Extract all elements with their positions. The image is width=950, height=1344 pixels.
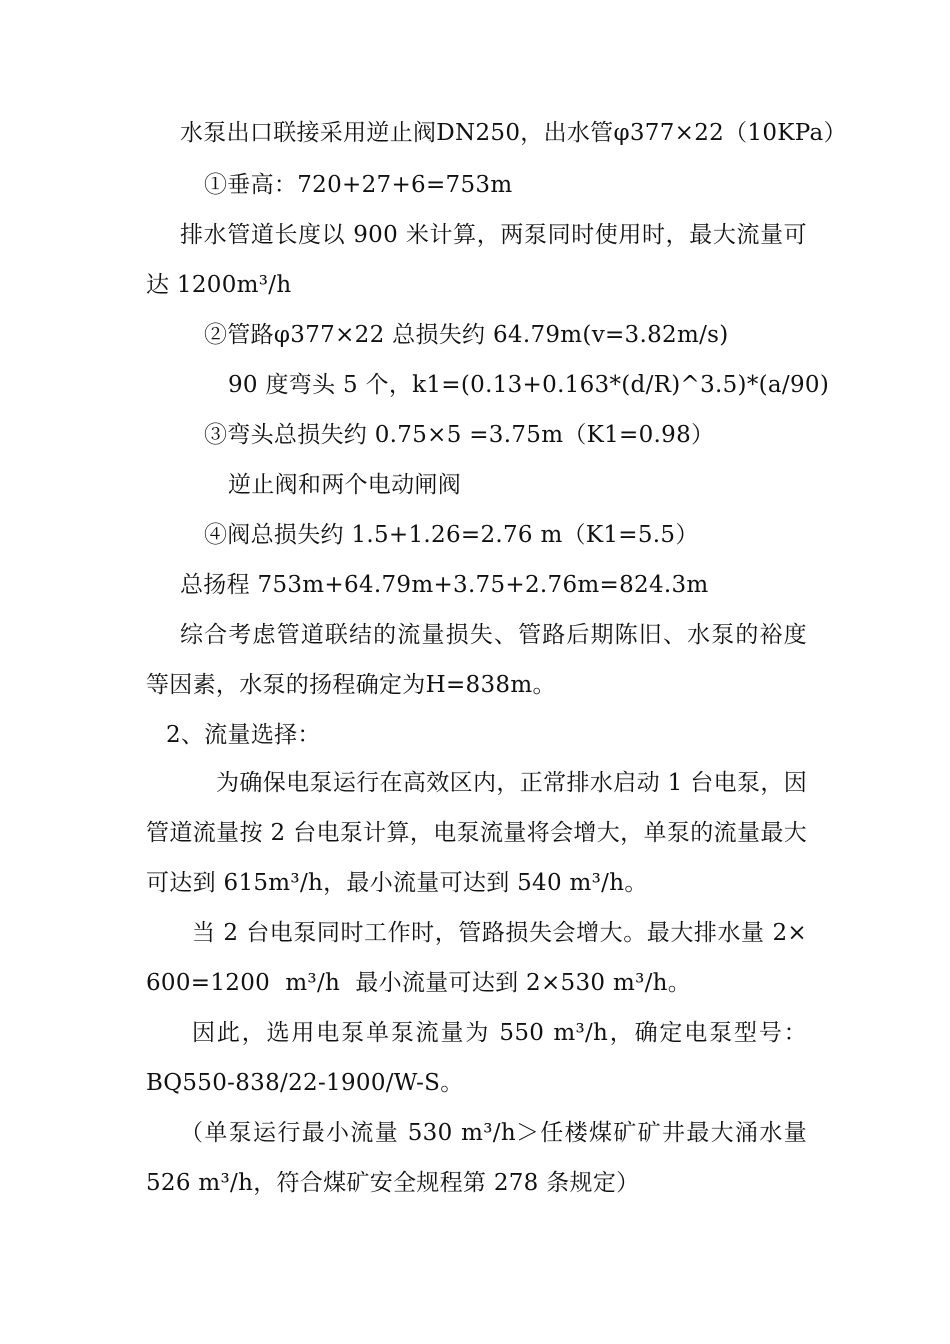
paragraph-line-11: 综合考虑管道联结的流量损失、管路后期陈旧、水泵的裕度: [180, 622, 807, 648]
paragraph-line-1: 水泵出口联接采用逆止阀DN250，出水管φ377×22（10KPa）: [180, 120, 847, 146]
pump-model: BQ550-838/22-1900/W-S。: [146, 1070, 464, 1096]
formula-elbow-coefficient: 90 度弯头 5 个，k1=(0.13+0.163*(d/R)^3.5)*(a/90): [228, 372, 830, 398]
paragraph-line-22: 526 m³/h，符合煤矿安全规程第 278 条规定）: [146, 1170, 640, 1196]
formula-elbow-loss: ③弯头总损失约 0.75×5 =3.75m（K1=0.98）: [204, 422, 715, 448]
paragraph-line-19: 因此，选用电泵单泵流量为 550 m³/h，确定电泵型号：: [192, 1020, 807, 1046]
paragraph-line-14: 为确保电泵运行在高效区内，正常排水启动 1 台电泵，因: [216, 770, 807, 796]
paragraph-valves: 逆止阀和两个电动闸阀: [228, 472, 461, 498]
paragraph-line-17: 当 2 台电泵同时工作时，管路损失会增大。最大排水量 2×: [192, 920, 807, 946]
formula-total-head: 总扬程 753m+64.79m+3.75+2.76m=824.3m: [180, 572, 709, 598]
paragraph-line-3: 排水管道长度以 900 米计算，两泵同时使用时，最大流量可: [180, 222, 807, 248]
formula-vertical-height: ①垂高：720+27+6=753m: [204, 172, 513, 198]
formula-pipe-loss: ②管路φ377×22 总损失约 64.79m(v=3.82m/s): [204, 322, 729, 348]
section-heading-flow: 2、流量选择：: [166, 722, 321, 748]
formula-valve-loss: ④阀总损失约 1.5+1.26=2.76 m（K1=5.5）: [204, 522, 699, 548]
paragraph-line-12: 等因素，水泵的扬程确定为H=838m。: [146, 672, 556, 698]
paragraph-line-4: 达 1200m³/h: [146, 272, 292, 298]
paragraph-line-15: 管道流量按 2 台电泵计算，电泵流量将会增大，单泵的流量最大: [146, 820, 807, 846]
paragraph-line-16: 可达到 615m³/h，最小流量可达到 540 m³/h。: [146, 870, 648, 896]
paragraph-line-18: 600=1200 m³/h 最小流量可达到 2×530 m³/h。: [146, 970, 692, 996]
paragraph-line-21: （单泵运行最小流量 530 m³/h＞任楼煤矿矿井最大涌水量: [180, 1120, 807, 1146]
